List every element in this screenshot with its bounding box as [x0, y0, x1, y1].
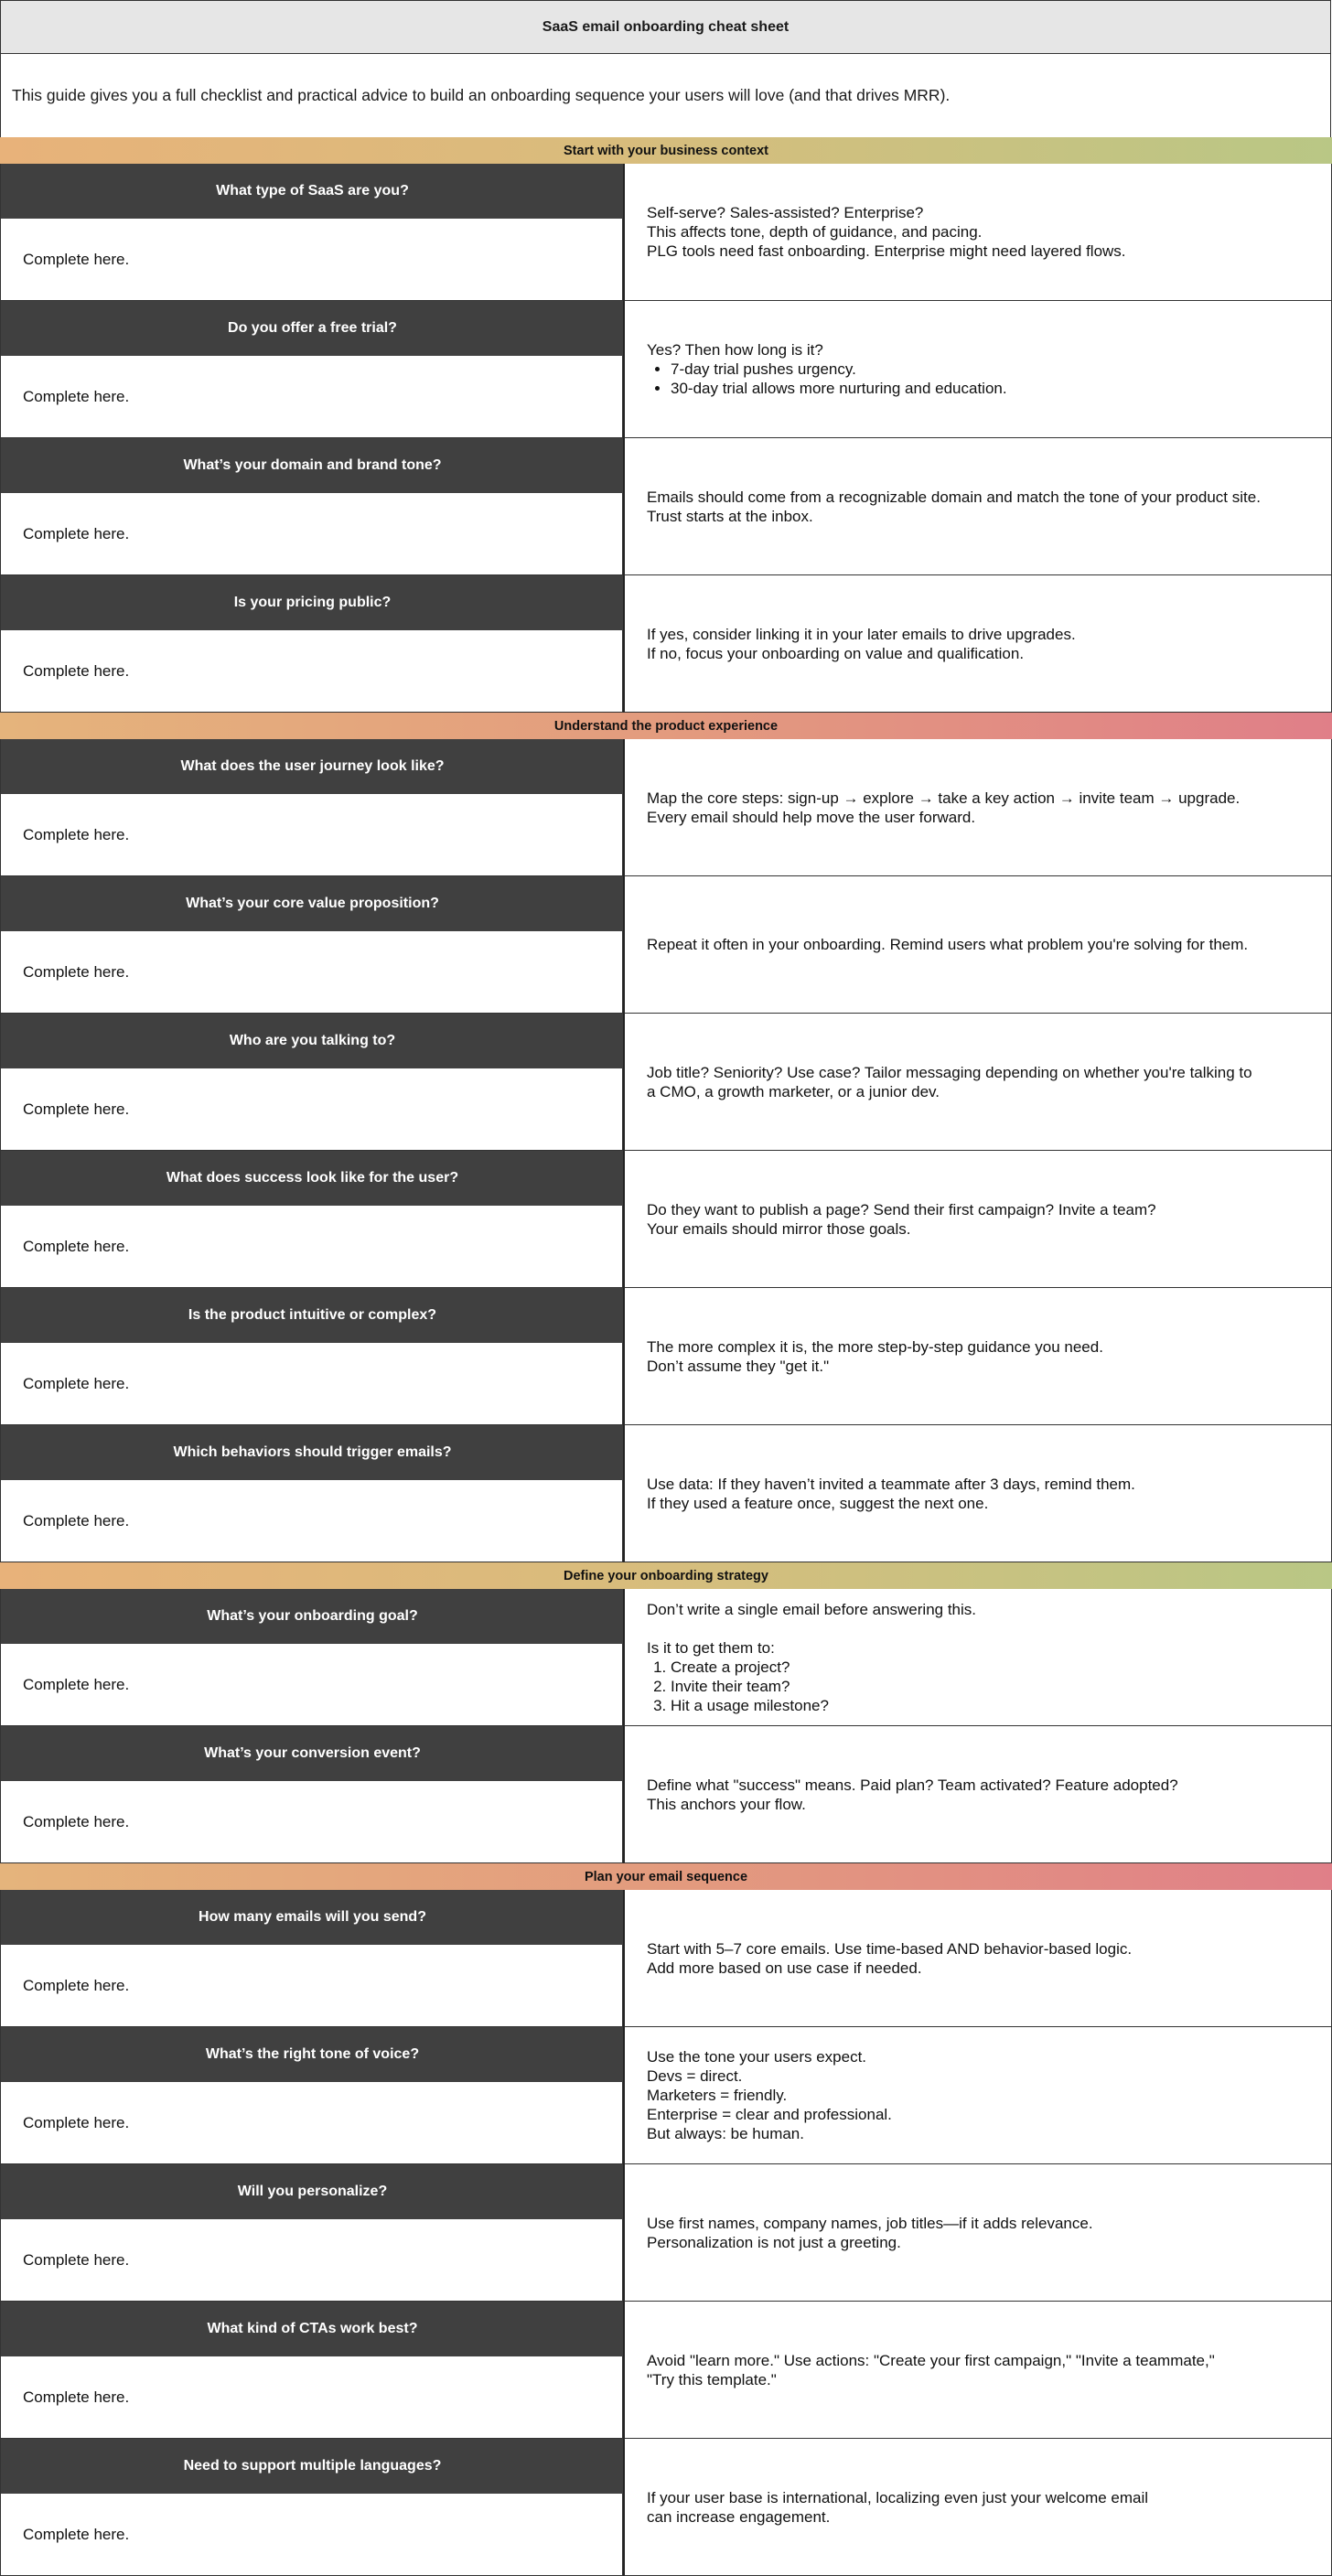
question-label: What type of SaaS are you?	[0, 164, 624, 219]
advice-text	[623, 575, 1332, 713]
advice-text	[623, 438, 1332, 575]
advice-line: Yes? Then how long is it?	[647, 341, 823, 359]
advice-line: This anchors your flow.	[647, 1795, 806, 1813]
advice-text	[623, 1589, 1332, 1726]
advice-line: Emails should come from a recognizable domain and match the tone of your product site.	[647, 488, 1261, 506]
advice-line: Devs = direct.	[647, 2067, 743, 2085]
question-label: Is the product intuitive or complex?	[0, 1288, 624, 1343]
advice-line: Define what "success" means. Paid plan? Team activated? Feature adopted?	[647, 1776, 1178, 1794]
advice-text	[623, 1014, 1332, 1151]
checklist-row	[0, 164, 1332, 301]
advice-line: Marketers = friendly.	[647, 2087, 788, 2104]
answer-field[interactable]: Complete here.	[0, 1781, 623, 1863]
question-label: Is your pricing public?	[0, 575, 624, 630]
advice-line: Personalization is not just a greeting.	[647, 2233, 901, 2251]
question-label: Which behaviors should trigger emails?	[0, 1425, 624, 1480]
page-title: SaaS email onboarding cheat sheet	[0, 0, 1331, 54]
answer-field[interactable]: Complete here.	[0, 2219, 623, 2302]
advice-text	[623, 164, 1332, 301]
advice-line: Map the core steps: sign-up → explore → take a key action → invite team → upgrade.	[647, 789, 1241, 807]
advice-text	[623, 2439, 1332, 2576]
advice-line: The more complex it is, the more step-by-step guidance you need.	[647, 1337, 1103, 1356]
section-heading: Define your onboarding strategy	[0, 1562, 1332, 1589]
advice-bullet: • 30-day trial allows more nurturing and education.	[671, 379, 1331, 398]
checklist-row	[0, 1288, 1332, 1425]
advice-line: This affects tone, depth of guidance, and pacing.	[647, 223, 983, 241]
checklist-row	[0, 2439, 1332, 2576]
checklist-row	[0, 739, 1332, 876]
answer-field[interactable]: Complete here.	[0, 1068, 623, 1151]
advice-line: Trust starts at the inbox.	[647, 507, 813, 525]
advice-line: Every email should help move the user forward.	[647, 808, 976, 826]
advice-line: Is it to get them to:	[647, 1638, 775, 1657]
answer-field[interactable]: Complete here.	[0, 219, 623, 301]
advice-numbered-item: 2. Invite their team?	[671, 1677, 1331, 1696]
advice-line: Use the tone your users expect.	[647, 2048, 867, 2066]
question-label: How many emails will you send?	[0, 1890, 624, 1945]
advice-text	[623, 1890, 1332, 2027]
answer-field[interactable]: Complete here.	[0, 2356, 623, 2439]
answer-field[interactable]: Complete here.	[0, 630, 623, 713]
advice-line: Don’t assume they "get it."	[647, 1357, 830, 1375]
advice-line: Enterprise = clear and professional.	[647, 2106, 892, 2123]
answer-field[interactable]: Complete here.	[0, 1206, 623, 1288]
checklist-row	[0, 438, 1332, 575]
question-label: What’s your conversion event?	[0, 1726, 624, 1781]
question-label: Need to support multiple languages?	[0, 2439, 624, 2494]
advice-line: Repeat it often in your onboarding. Remind users what problem you're solving for them.	[647, 936, 1249, 953]
advice-text	[623, 1288, 1332, 1425]
advice-text	[623, 876, 1332, 1014]
advice-line: Use first names, company names, job titles—if it adds relevance.	[647, 2214, 1093, 2232]
intro-text: This guide gives you a full checklist and practical advice to build an onboarding sequence your users will love (and that drives MRR).	[0, 54, 1331, 138]
question-label: What’s your core value proposition?	[0, 876, 624, 931]
advice-line: Add more based on use case if needed.	[647, 1959, 922, 1977]
answer-field[interactable]: Complete here.	[0, 794, 623, 876]
section-heading: Start with your business context	[0, 137, 1332, 164]
checklist-row	[0, 876, 1332, 1014]
checklist-row	[0, 2302, 1332, 2439]
advice-line: Your emails should mirror those goals.	[647, 1219, 911, 1238]
answer-field[interactable]: Complete here.	[0, 356, 623, 438]
checklist-row	[0, 1014, 1332, 1151]
advice-bullet: • 7-day trial pushes urgency.	[671, 360, 1331, 379]
answer-field[interactable]: Complete here.	[0, 931, 623, 1014]
advice-line: If your user base is international, localizing even just your welcome email	[647, 2488, 1149, 2506]
answer-field[interactable]: Complete here.	[0, 1644, 623, 1726]
advice-line: If no, focus your onboarding on value and qualification.	[647, 644, 1025, 662]
advice-text	[623, 1726, 1332, 1863]
question-label: What does the user journey look like?	[0, 739, 624, 794]
advice-line: But always: be human.	[647, 2125, 804, 2142]
answer-field[interactable]: Complete here.	[0, 493, 623, 575]
question-label: What’s your domain and brand tone?	[0, 438, 624, 493]
checklist-row	[0, 2027, 1332, 2164]
question-label: Will you personalize?	[0, 2164, 624, 2219]
checklist-row	[0, 1589, 1332, 1726]
advice-numbered-list	[647, 1658, 1331, 1715]
advice-bullet-list	[647, 360, 1331, 398]
question-label: What’s the right tone of voice?	[0, 2027, 624, 2082]
advice-line: If they used a feature once, suggest the next one.	[647, 1494, 989, 1512]
advice-numbered-item: 3. Hit a usage milestone?	[671, 1696, 1331, 1715]
checklist-row	[0, 1425, 1332, 1562]
advice-line: can increase engagement.	[647, 2507, 831, 2526]
checklist-row	[0, 1726, 1332, 1863]
advice-text	[623, 739, 1332, 876]
answer-field[interactable]: Complete here.	[0, 1945, 623, 2027]
advice-line: Start with 5–7 core emails. Use time-based AND behavior-based logic.	[647, 1939, 1133, 1958]
question-label: Do you offer a free trial?	[0, 301, 624, 356]
checklist-row	[0, 575, 1332, 713]
advice-line: Job title? Seniority? Use case? Tailor messaging depending on whether you're talking to	[647, 1063, 1252, 1081]
advice-line: Don’t write a single email before answering this.	[647, 1600, 977, 1618]
advice-spacer	[647, 1619, 1331, 1638]
checklist-row	[0, 301, 1332, 438]
checklist-row	[0, 1890, 1332, 2027]
advice-text	[623, 2027, 1332, 2164]
advice-line: Do they want to publish a page? Send their first campaign? Invite a team?	[647, 1200, 1156, 1218]
checklist-row	[0, 1151, 1332, 1288]
advice-line: "Try this template."	[647, 2370, 777, 2388]
question-label: What kind of CTAs work best?	[0, 2302, 624, 2356]
section-heading: Plan your email sequence	[0, 1863, 1332, 1890]
advice-line: Use data: If they haven’t invited a teammate after 3 days, remind them.	[647, 1475, 1135, 1493]
advice-text	[623, 2302, 1332, 2439]
answer-field[interactable]: Complete here.	[0, 1480, 623, 1562]
advice-line: Self-serve? Sales-assisted? Enterprise?	[647, 204, 924, 221]
section-heading: Understand the product experience	[0, 713, 1332, 739]
advice-text	[623, 1151, 1332, 1288]
advice-line: a CMO, a growth marketer, or a junior dev.	[647, 1082, 940, 1100]
advice-text	[623, 1425, 1332, 1562]
question-label: What does success look like for the user?	[0, 1151, 624, 1206]
answer-field[interactable]: Complete here.	[0, 2082, 623, 2164]
advice-numbered-item: 1. Create a project?	[671, 1658, 1331, 1677]
advice-text	[623, 2164, 1332, 2302]
question-label: Who are you talking to?	[0, 1014, 624, 1068]
advice-line: PLG tools need fast onboarding. Enterprise might need layered flows.	[647, 242, 1126, 260]
answer-field[interactable]: Complete here.	[0, 2494, 623, 2576]
advice-line: If yes, consider linking it in your later emails to drive upgrades.	[647, 625, 1076, 643]
advice-text	[623, 301, 1332, 438]
question-label: What’s your onboarding goal?	[0, 1589, 624, 1644]
answer-field[interactable]: Complete here.	[0, 1343, 623, 1425]
checklist-row	[0, 2164, 1332, 2302]
advice-line: Avoid "learn more." Use actions: "Create your first campaign," "Invite a teammate,"	[647, 2351, 1215, 2369]
